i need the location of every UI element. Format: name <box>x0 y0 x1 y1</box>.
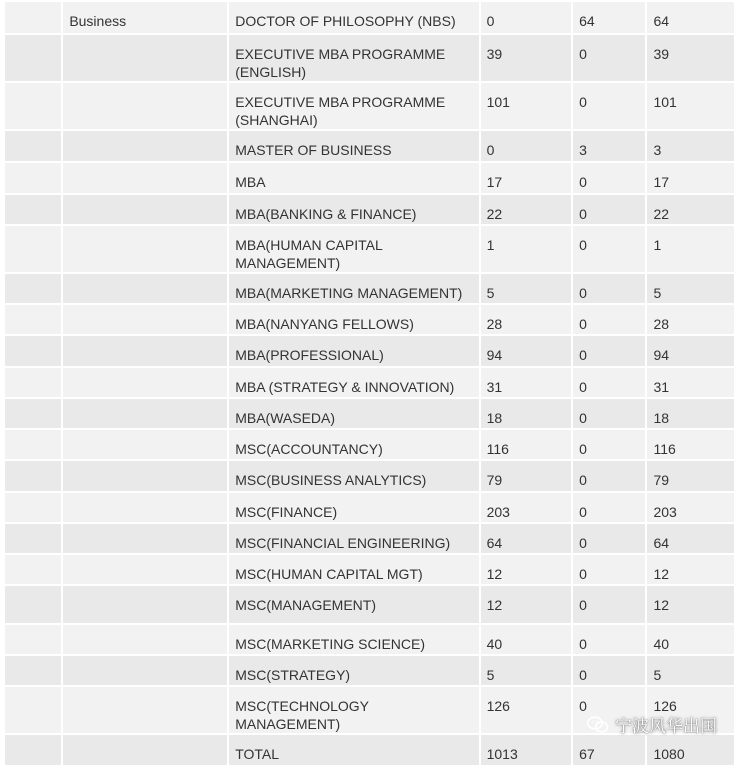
programme-cell: MBA(NANYANG FELLOWS) <box>229 305 478 334</box>
faculty-cell <box>63 625 227 654</box>
count-cell-2: 0 <box>573 195 645 224</box>
total-cell: 101 <box>647 83 734 129</box>
total-cell: 1 <box>647 226 734 272</box>
row-index-cell <box>5 336 61 366</box>
table-row <box>5 131 734 161</box>
table-row <box>5 2 734 33</box>
programme-table <box>3 0 736 767</box>
row-index-cell <box>5 83 61 129</box>
row-index-cell <box>5 131 61 161</box>
faculty-cell <box>63 430 227 459</box>
total-cell: 40 <box>647 625 734 654</box>
programme-cell: DOCTOR OF PHILOSOPHY (NBS) <box>229 2 478 33</box>
total-cell: 28 <box>647 305 734 334</box>
programme-cell: MSC(ACCOUNTANCY) <box>229 430 478 459</box>
faculty-cell <box>63 163 227 193</box>
table-row <box>5 586 734 623</box>
row-index-cell <box>5 274 61 303</box>
row-index-cell <box>5 493 61 522</box>
table-row <box>5 83 734 129</box>
table-row <box>5 735 734 765</box>
table-row <box>5 336 734 366</box>
row-index-cell <box>5 368 61 397</box>
programme-cell: MSC(MANAGEMENT) <box>229 586 478 623</box>
count-cell-2: 0 <box>573 305 645 334</box>
count-cell-2: 0 <box>573 163 645 193</box>
programme-cell: MASTER OF BUSINESS <box>229 131 478 161</box>
faculty-cell <box>63 493 227 522</box>
total-cell: 17 <box>647 163 734 193</box>
faculty-cell <box>63 461 227 491</box>
count-cell-1: 126 <box>481 687 572 733</box>
table-row <box>5 368 734 397</box>
total-cell: 94 <box>647 336 734 366</box>
count-cell-1: 0 <box>481 131 572 161</box>
count-cell-2: 3 <box>573 131 645 161</box>
total-cell: 3 <box>647 131 734 161</box>
count-cell-1: 5 <box>481 274 572 303</box>
row-index-cell <box>5 2 61 33</box>
table-row <box>5 226 734 272</box>
total-cell: 22 <box>647 195 734 224</box>
faculty-cell <box>63 195 227 224</box>
count-cell-2: 0 <box>573 625 645 654</box>
faculty-cell <box>63 735 227 765</box>
programme-cell: MBA(BANKING & FINANCE) <box>229 195 478 224</box>
count-cell-2: 0 <box>573 656 645 685</box>
count-cell-2: 0 <box>573 555 645 584</box>
total-cell: 5 <box>647 274 734 303</box>
table-row <box>5 399 734 428</box>
count-cell-2: 0 <box>573 83 645 129</box>
count-cell-1: 64 <box>481 524 572 553</box>
faculty-cell <box>63 305 227 334</box>
count-cell-2: 0 <box>573 274 645 303</box>
programme-cell: MBA(MARKETING MANAGEMENT) <box>229 274 478 303</box>
count-cell-1: 18 <box>481 399 572 428</box>
row-index-cell <box>5 226 61 272</box>
count-cell-2: 0 <box>573 586 645 623</box>
count-cell-1: 17 <box>481 163 572 193</box>
total-cell: 1080 <box>647 735 734 765</box>
total-cell: 64 <box>647 524 734 553</box>
total-cell: 12 <box>647 555 734 584</box>
programme-cell: MSC(HUMAN CAPITAL MGT) <box>229 555 478 584</box>
faculty-cell: Business <box>63 2 227 33</box>
row-index-cell <box>5 305 61 334</box>
count-cell-2: 0 <box>573 493 645 522</box>
table-body <box>5 2 734 765</box>
count-cell-2: 0 <box>573 461 645 491</box>
total-cell: 126 <box>647 687 734 733</box>
total-cell: 39 <box>647 35 734 81</box>
count-cell-1: 5 <box>481 656 572 685</box>
programme-cell: MBA <box>229 163 478 193</box>
faculty-cell <box>63 83 227 129</box>
row-index-cell <box>5 461 61 491</box>
row-index-cell <box>5 430 61 459</box>
count-cell-2: 67 <box>573 735 645 765</box>
table-row <box>5 625 734 654</box>
programme-cell: MSC(FINANCIAL ENGINEERING) <box>229 524 478 553</box>
count-cell-2: 0 <box>573 524 645 553</box>
row-index-cell <box>5 656 61 685</box>
row-index-cell <box>5 524 61 553</box>
count-cell-1: 203 <box>481 493 572 522</box>
total-cell: 18 <box>647 399 734 428</box>
table-row <box>5 195 734 224</box>
row-index-cell <box>5 625 61 654</box>
table-row <box>5 163 734 193</box>
watermark-text: 宁波风华出国 <box>615 717 717 737</box>
count-cell-2: 0 <box>573 336 645 366</box>
wechat-icon <box>587 716 609 734</box>
faculty-cell <box>63 399 227 428</box>
row-index-cell <box>5 687 61 733</box>
faculty-cell <box>63 226 227 272</box>
count-cell-1: 94 <box>481 336 572 366</box>
programme-cell: MSC(FINANCE) <box>229 493 478 522</box>
programme-cell: EXECUTIVE MBA PROGRAMME (SHANGHAI) <box>229 83 478 129</box>
count-cell-1: 1013 <box>481 735 572 765</box>
faculty-cell <box>63 524 227 553</box>
programme-cell: TOTAL <box>229 735 478 765</box>
total-cell: 79 <box>647 461 734 491</box>
total-cell: 203 <box>647 493 734 522</box>
table-row <box>5 305 734 334</box>
row-index-cell <box>5 195 61 224</box>
row-index-cell <box>5 735 61 765</box>
count-cell-1: 116 <box>481 430 572 459</box>
programme-cell: EXECUTIVE MBA PROGRAMME (ENGLISH) <box>229 35 478 81</box>
row-index-cell <box>5 555 61 584</box>
faculty-cell <box>63 586 227 623</box>
faculty-cell <box>63 656 227 685</box>
programme-cell: MBA(PROFESSIONAL) <box>229 336 478 366</box>
count-cell-1: 28 <box>481 305 572 334</box>
table-row <box>5 555 734 584</box>
faculty-cell <box>63 35 227 81</box>
count-cell-2: 0 <box>573 430 645 459</box>
faculty-cell <box>63 555 227 584</box>
programme-cell: MBA(WASEDA) <box>229 399 478 428</box>
count-cell-1: 31 <box>481 368 572 397</box>
count-cell-1: 39 <box>481 35 572 81</box>
total-cell: 12 <box>647 586 734 623</box>
row-index-cell <box>5 163 61 193</box>
count-cell-1: 40 <box>481 625 572 654</box>
count-cell-2: 0 <box>573 368 645 397</box>
table-row <box>5 461 734 491</box>
row-index-cell <box>5 586 61 623</box>
table-row <box>5 493 734 522</box>
row-index-cell <box>5 35 61 81</box>
programme-cell: MSC(MARKETING SCIENCE) <box>229 625 478 654</box>
count-cell-1: 22 <box>481 195 572 224</box>
count-cell-2: 0 <box>573 35 645 81</box>
programme-cell: MSC(STRATEGY) <box>229 656 478 685</box>
count-cell-1: 12 <box>481 555 572 584</box>
programme-cell: MSC(BUSINESS ANALYTICS) <box>229 461 478 491</box>
faculty-cell <box>63 368 227 397</box>
count-cell-1: 101 <box>481 83 572 129</box>
total-cell: 31 <box>647 368 734 397</box>
programme-cell: MBA (STRATEGY & INNOVATION) <box>229 368 478 397</box>
faculty-cell <box>63 131 227 161</box>
row-index-cell <box>5 399 61 428</box>
table-row <box>5 430 734 459</box>
count-cell-2: 64 <box>573 2 645 33</box>
programme-cell: MSC(TECHNOLOGY MANAGEMENT) <box>229 687 478 733</box>
total-cell: 5 <box>647 656 734 685</box>
count-cell-1: 79 <box>481 461 572 491</box>
total-cell: 64 <box>647 2 734 33</box>
table-row <box>5 524 734 553</box>
faculty-cell <box>63 687 227 733</box>
faculty-cell <box>63 274 227 303</box>
count-cell-1: 1 <box>481 226 572 272</box>
faculty-cell <box>63 336 227 366</box>
programme-cell: MBA(HUMAN CAPITAL MANAGEMENT) <box>229 226 478 272</box>
table-row <box>5 274 734 303</box>
count-cell-2: 0 <box>573 687 645 733</box>
count-cell-2: 0 <box>573 226 645 272</box>
count-cell-1: 0 <box>481 2 572 33</box>
count-cell-2: 0 <box>573 399 645 428</box>
total-cell: 116 <box>647 430 734 459</box>
count-cell-1: 12 <box>481 586 572 623</box>
table-row <box>5 656 734 685</box>
watermark <box>587 712 717 737</box>
table-row <box>5 35 734 81</box>
